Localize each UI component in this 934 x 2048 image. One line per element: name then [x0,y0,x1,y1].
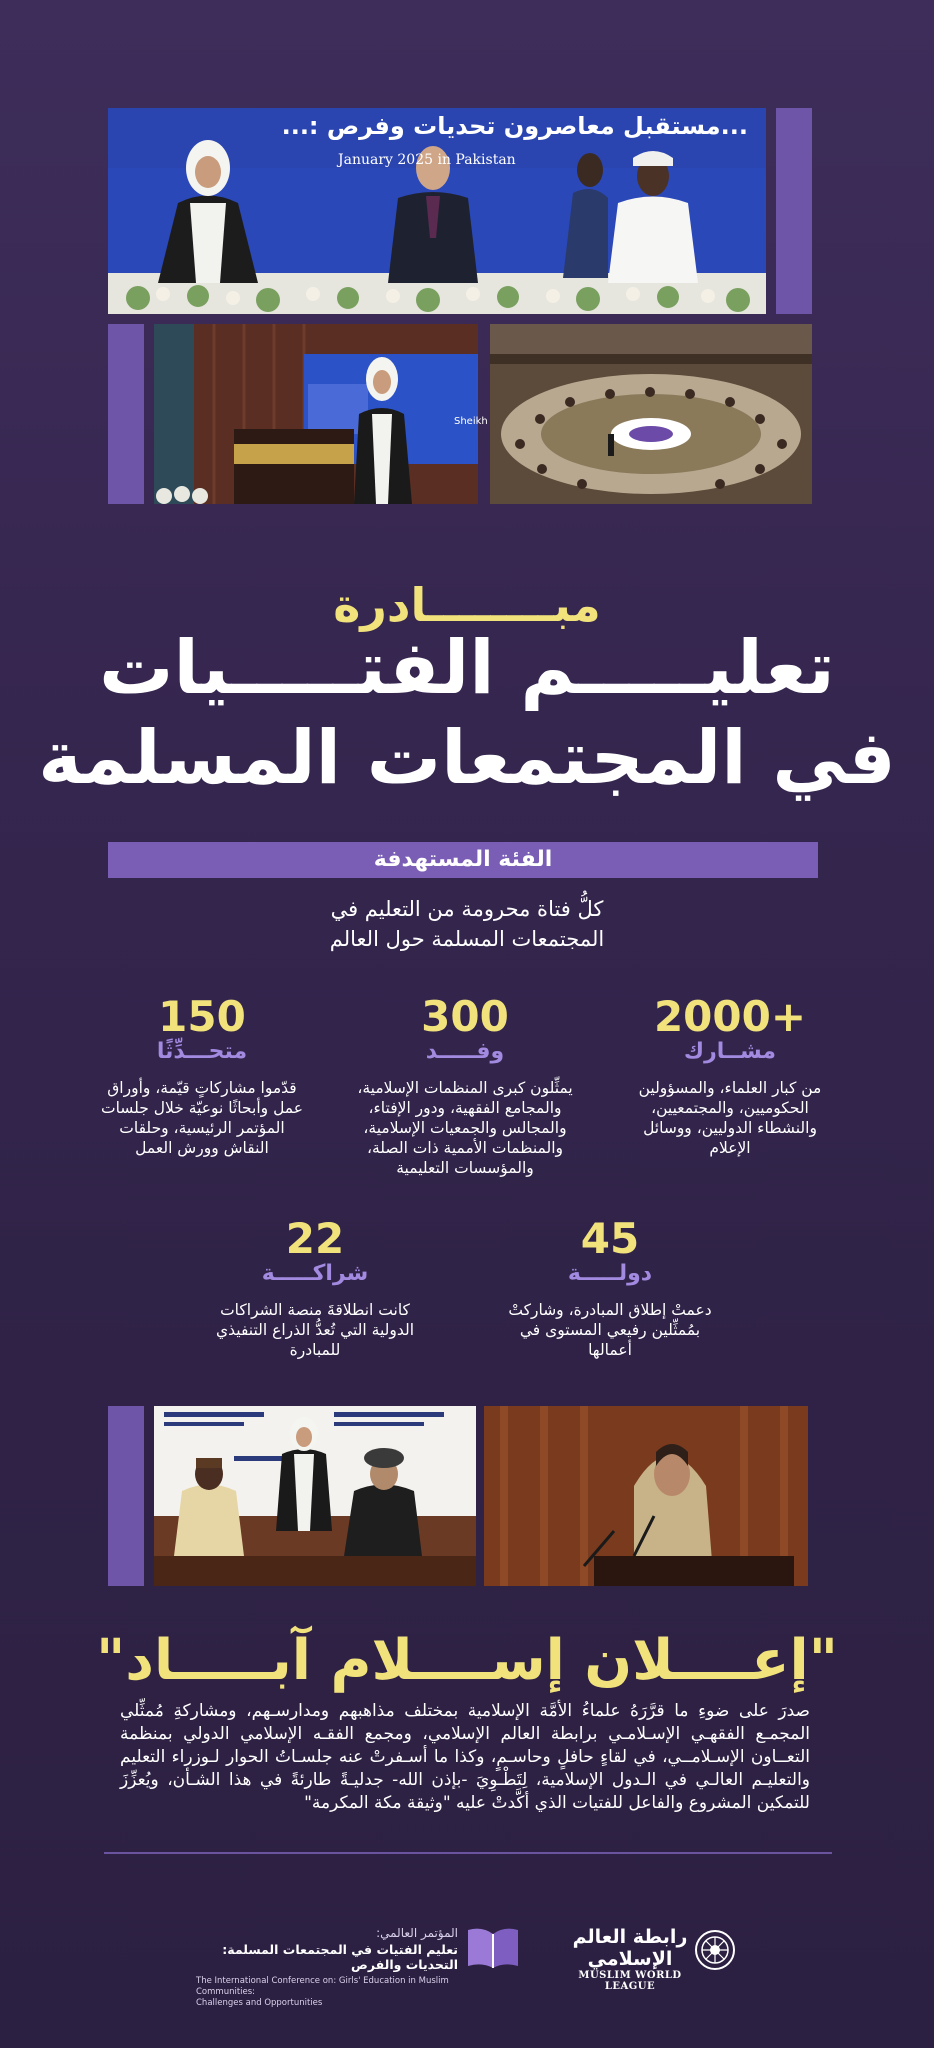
conference-title-ar: تعليم الفتيات في المجتمعات المسلمة: التحديات والفرص [222,1942,458,1972]
mwl-name-en: MUSLIM WORLD LEAGUE [578,1970,682,1992]
target-desc-line-1: كلُّ فتاة محرومة من التعليم في [330,897,604,921]
banner-date-text: January 2025 in Pakistan [338,152,516,168]
desc-line: دعمتْ إطلاق المبادرة، وشاركتْ [508,1301,712,1319]
stat-delegations [340,992,590,1178]
mwl-wordmark [568,1926,692,1992]
photo-speaker-podium [154,324,488,504]
stat-delegations-number: 300 [421,992,509,1041]
stat-delegations-desc [340,1078,590,1178]
desc-line: من كبار العلماء، والمسؤولين [638,1079,822,1097]
accent-bar-middle-left [108,324,144,504]
target-desc-line-2: المجتمعات المسلمة حول العالم [329,927,605,951]
desc-line: والمجالس والجمعيات الإسلامية، [363,1119,567,1137]
conference-title-en [196,1976,458,2009]
target-group-description [200,894,734,954]
stat-participants-label: مشــارك [683,1039,777,1064]
desc-line: والمنظمات الأممية ذات الصلة، [366,1139,564,1157]
desc-line: الحكوميين، والمجتمعيين، [651,1099,809,1117]
desc-line: للمبادرة [289,1341,341,1359]
stat-partnerships-number: 22 [285,1214,345,1263]
conference-title-en-line-1: The International Conference on: Girls' Education in Muslim Communities: [196,1976,449,1997]
stat-countries-number: 45 [580,1214,640,1263]
accent-bar-bottom-left [108,1406,144,1586]
desc-line: المؤتمر الرئيسية، وحلقات [119,1119,285,1137]
photo-signing-ceremony [154,1406,476,1586]
desc-line: والنشطاء الدوليين، ووسائل [643,1119,817,1137]
photo-malala-speech [484,1406,808,1586]
desc-line: قدّموا مشاركاتٍ قيّمة، وأوراق [107,1079,297,1097]
desc-line: والمؤسسات التعليمية [396,1159,534,1177]
desc-line: كانت انطلاقةَ منصة الشراكات [220,1301,410,1319]
declaration-body: صدرَ على ضوءِ ما قرَّرَهُ علماءُ الأمَّة الإسلامية بمختلف مذاهبهم ومدارسـهم، ومشاركةِ مُمثِّلي المجمـع الفقهـي الإسـلامـي برابطة العالم الإسلامي، ومجمع الفقـه الإسلامي الدولي بمنظمة التعــاون الإسـلامــي، في لقاءٍ حافلٍ وحاسـمٍ، وكذا ما أسـفرتْ عنه جلسـاتُ الحوار لـوزراء التعليم والتعليـم العالـي في الـدول الإسلامية، لِتَطْـوِيَ -بإذن الله- جدليـةً طارئةً في هذا الشـأن، ويُعزِّزَ للتمكين المشروع والفاعل للفتيات الذي أكَّدتْ عليه "وثيقة مكة المكرمة" [120,1701,810,1813]
mwl-name-ar: رابطة العالم الإسلامي [572,1926,688,1970]
conference-title-en-line-2: Challenges and Opportunities [196,1998,323,2008]
stat-delegations-label: وفـــــد [425,1039,505,1064]
stat-speakers [92,992,312,1158]
title-line-1: تعليـــــم الفتـــــيات [99,625,835,711]
stat-countries-label: دولـــــة [567,1261,653,1286]
mwl-emblem-icon [694,1929,736,1971]
stat-countries [500,1214,720,1360]
stat-speakers-number: 150 [158,992,246,1041]
stat-partnerships-desc [205,1300,425,1360]
desc-line: النقاش وورش العمل [135,1139,269,1157]
title-line-2: في المجتمعات المسلمة [38,715,896,801]
stat-speakers-label: متحـــدِّثًا [156,1039,248,1064]
stage-screen-text: Sheikh [454,416,488,427]
photo-leaders-standing [108,108,766,314]
desc-line: الدولية التي تُعدُّ الذراع التنفيذي [216,1321,414,1339]
stat-partnerships [205,1214,425,1360]
initiative-label: مبــــــــادرة [333,578,601,632]
desc-line: أعمالها [588,1341,632,1359]
desc-line: بمُمثِّلين رفيعي المستوى في [519,1321,701,1339]
stat-countries-desc [500,1300,720,1360]
desc-line: عمل وأبحاثًا نوعيّة خلال جلسات [100,1099,304,1117]
stat-speakers-desc [92,1078,312,1158]
stat-participants [620,992,840,1158]
desc-line: والمجامع الفقهية، ودور الإفتاء، [368,1099,562,1117]
banner-top-text: ...: مستقبل معاصرون تحديات وفرص... [281,112,748,140]
conference-info [196,1926,458,2009]
accent-bar-top-right [776,108,812,314]
target-group-header: الفئة المستهدفة [108,842,818,878]
section-divider [104,1852,832,1854]
conference-label: المؤتمر العالمي: [376,1926,458,1940]
desc-line: يمثِّلون كبرى المنظمات الإسلامية، [357,1079,573,1097]
stat-partnerships-label: شراكـــــة [261,1261,369,1286]
stat-participants-desc [620,1078,840,1158]
book-logo-icon [464,1926,522,1970]
desc-line: الإعلام [709,1139,751,1157]
stat-participants-number: 2000+ [653,992,807,1041]
photo-round-table-hall [490,324,812,504]
declaration-title: "إعــــلان إســــلام آبـــــاد" [96,1628,838,1693]
